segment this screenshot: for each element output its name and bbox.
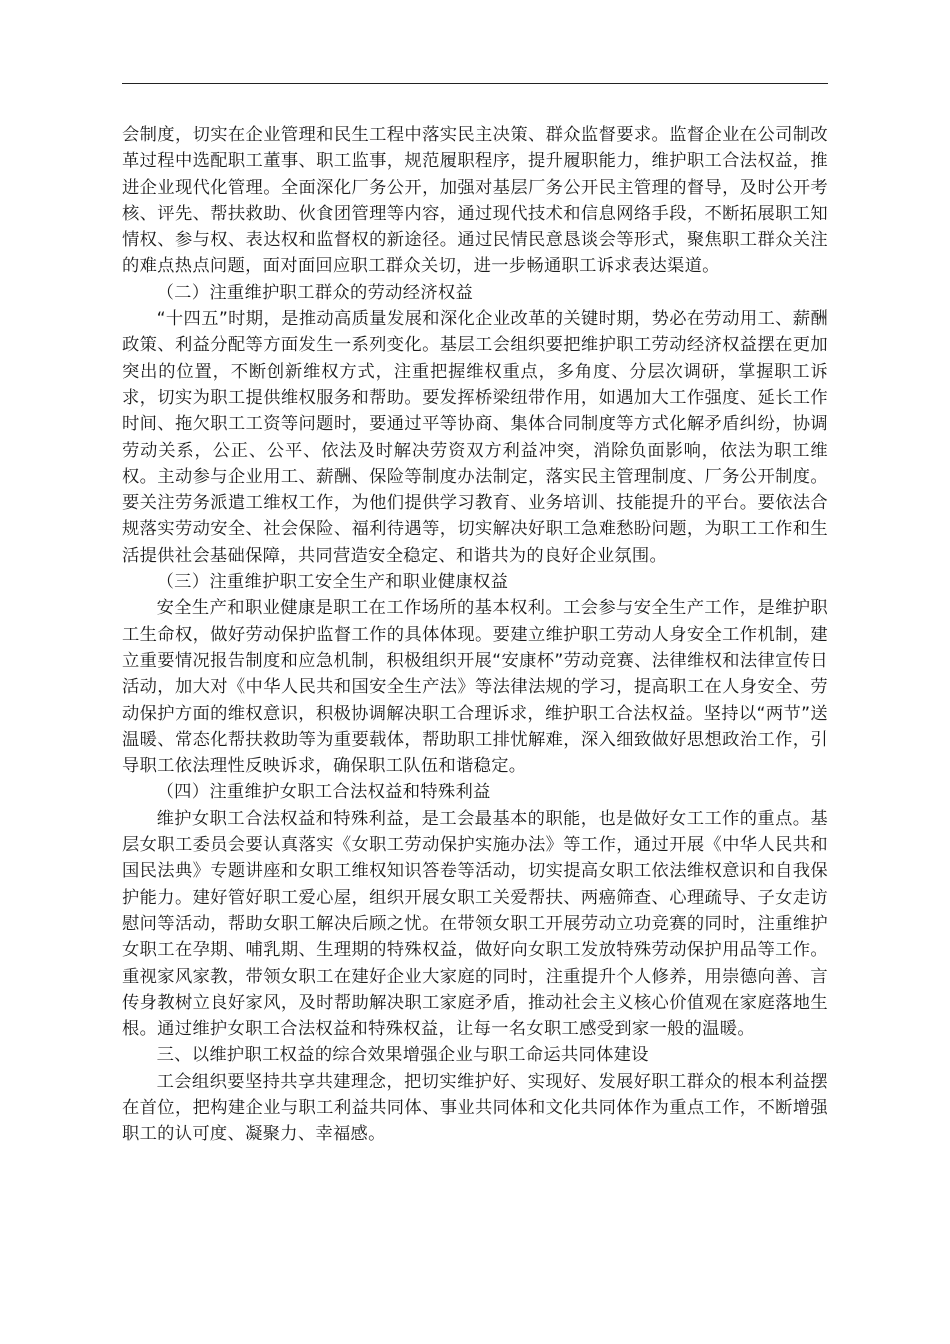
- header-rule: [122, 83, 828, 84]
- paragraph-female-workers: 维护女职工合法权益和特殊利益，是工会最基本的职能，也是做好女工工作的重点。基层女职工委员会要认真落实《女职工劳动保护实施办法》等工作，通过开展《中华人民共和国民法典》专题讲座和女职工维权知识答卷等活动，切实提高女职工依法维权意识和自我保护能力。建好管好职工爱心屋，组织开展女职工关爱帮扶、两癌筛查、心理疏导、子女走访慰问等活动，帮助女职工解决后顾之忧。在带领女职工开展劳动立功竞赛的同时，注重维护女职工在孕期、哺乳期、生理期的特殊权益，做好向女职工发放特殊劳动保护用品等工作。重视家风家教，带领女职工在建好企业大家庭的同时，注重提升个人修养，用崇德向善、言传身教树立良好家风，及时帮助解决职工家庭矛盾，推动社会主义核心价值观在家庭落地生根。通过维护女职工合法权益和特殊权益，让每一名女职工感受到家一般的温暖。: [122, 808, 828, 1040]
- document-body: [122, 122, 828, 1148]
- paragraph-continuation: 会制度，切实在企业管理和民生工程中落实民主决策、群众监督要求。监督企业在公司制改革过程中选配职工董事、职工监事，规范履职程序，提升履职能力，维护职工合法权益，推进企业现代化管理。全面深化厂务公开，加强对基层厂务公开民主管理的督导，及时公开考核、评先、帮扶救助、伙食团管理等内容，通过现代技术和信息网络手段，不断拓展职工知情权、参与权、表达权和监督权的新途径。通过民情民意恳谈会等形式，聚焦职工群众关注的难点热点问题，面对面回应职工群众关切，进一步畅通职工诉求表达渠道。: [122, 125, 828, 277]
- paragraph-safety-health: 安全生产和职业健康是职工在工作场所的基本权利。工会参与安全生产工作，是维护职工生命权，做好劳动保护监督工作的具体体现。要建立维护职工劳动人身安全工作机制，建立重要情况报告制度和应急机制，积极组织开展“安康杯”劳动竞赛、法律维权和法律宣传日活动，加大对《中华人民共和国安全生产法》等法律法规的学习，提高职工在人身安全、劳动保护方面的维权意识，积极协调解决职工合理诉求，维护职工合法权益。坚持以“两节”送温暖、常态化帮扶救助等为重要载体，帮助职工排忧解难，深入细致做好思想政治工作，引导职工依法理性反映诉求，确保职工队伍和谐稳定。: [122, 598, 828, 777]
- paragraph-community: 工会组织要坚持共享共建理念，把切实维护好、实现好、发展好职工群众的根本利益摆在首位，把构建企业与职工利益共同体、事业共同体和文化共同体作为重点工作，不断增强职工的认可度、凝聚力、幸福感。: [122, 1071, 828, 1145]
- section-heading-4: （四）注重维护女职工合法权益和特殊利益: [156, 782, 491, 803]
- paragraph-labor-rights: “十四五”时期，是推动高质量发展和深化企业改革的关键时期，势必在劳动用工、薪酬政策、利益分配等方面发生一系列变化。基层工会组织要把维护职工劳动经济权益摆在更加突出的位置，不断创新维权方式，注重把握维权重点，多角度、分层次调研，掌握职工诉求，切实为职工提供维权服务和帮助。要发挥桥梁纽带作用，如遇加大工作强度、延长工作时间、拖欠职工工资等问题时，要通过平等协商、集体合同制度等方式化解矛盾纠纷，协调劳动关系，公正、公平、依法及时解决劳资双方利益冲突，消除负面影响，依法为职工维权。主动参与企业用工、薪酬、保险等制度办法制定，落实民主管理制度、厂务公开制度。要关注劳务派遣工维权工作，为他们提供学习教育、业务培训、技能提升的平台。要依法合规落实劳动安全、社会保险、福利待遇等，切实解决好职工急难愁盼问题，为职工工作和生活提供社会基础保障，共同营造安全稳定、和谐共为的良好企业氛围。: [122, 309, 828, 566]
- section-heading-2: （二）注重维护职工群众的劳动经济权益: [156, 282, 474, 303]
- section-heading-3: （三）注重维护职工安全生产和职业健康权益: [156, 572, 509, 593]
- chapter-heading-3: 三、以维护职工权益的综合效果增强企业与职工命运共同体建设: [156, 1045, 649, 1066]
